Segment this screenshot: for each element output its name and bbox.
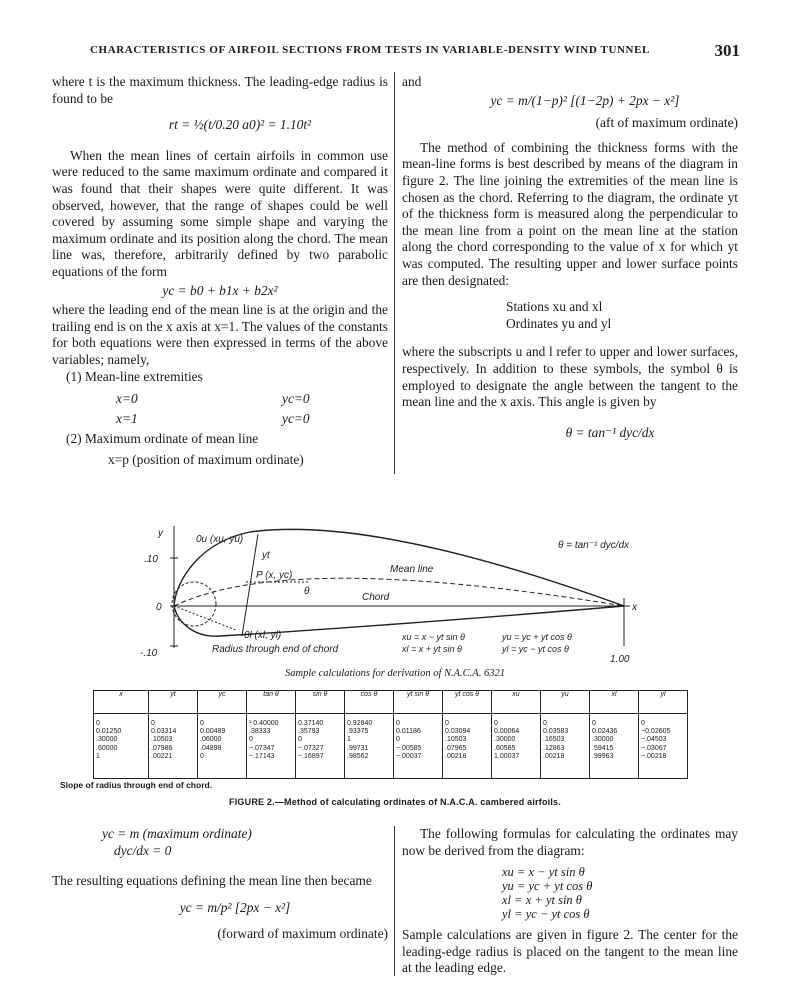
condition: yc=0 (282, 411, 310, 427)
equation-note: (forward of maximum ordinate) (217, 926, 388, 942)
table-cell: ¹ 0.40000 .38333 0 −.07347 −.17143 (247, 714, 296, 779)
ordinates-line: Ordinates yu and yl (506, 315, 612, 331)
table-cell: 0 −0.02605 −.04503 −.03067 −.00218 (639, 714, 688, 779)
lower-point-label: 0l (xl, yl) (244, 630, 282, 641)
formula-yu: yu = yc + yt cos θ (502, 632, 572, 642)
formula: xl = x + yt sin θ (502, 893, 582, 908)
table-row (94, 714, 688, 779)
paragraph: The resulting equations defining the mean line then became (52, 873, 372, 889)
paragraph: where the subscripts u and l refer to upper and lower surfaces, respectively. In addition to these symbols, the symbol θ is employed to designate the angle between the tangent to the mean line and the x axis. This angle is given by (402, 344, 738, 410)
calculations-table (93, 690, 688, 779)
column-header: xu (492, 691, 541, 714)
column-divider (394, 826, 395, 976)
table-cell: 0 0.03583 .16503 .12863 .00218 (541, 714, 590, 779)
column-header: yu (541, 691, 590, 714)
yt-label: yt (262, 550, 270, 561)
condition: x=0 (116, 391, 138, 407)
right-column-bottom (402, 826, 738, 977)
paragraph: When the mean lines of certain airfoils in common use were reduced to the same maximum ordinate and compared it was found that their shapes were quite different. It was observed, however, that the range of shapes could be well covered by assuming some simple shape and varying the maximum ordinate and its position along the chord. The mean line was, therefore, arbitrarily defined by two parabolic equations of the form (52, 147, 388, 279)
running-head: CHARACTERISTICS OF AIRFOIL SECTIONS FROM TESTS IN VARIABLE-DENSITY WIND TUNNEL (90, 44, 650, 56)
equation-mean-line-forward: yc = m/p² [2px − x²] (179, 899, 291, 915)
table-cell: 0.37140 .35793 0 −.07327 −.16897 (296, 714, 345, 779)
formula: yu = yc + yt cos θ (502, 879, 593, 894)
column-divider (394, 72, 395, 474)
radius-line (174, 606, 236, 630)
formula-yl: yl = yc − yt cos θ (502, 644, 569, 654)
paragraph: where t is the maximum thickness. The leading-edge radius is found to be (52, 74, 388, 106)
paragraph: The following formulas for calculating the ordinates may now be derived from the diagram: (402, 826, 738, 858)
column-header: tan θ (247, 691, 296, 714)
list-item: (1) Mean-line extremities (66, 368, 203, 384)
column-header: yt cos θ (443, 691, 492, 714)
table-cell: 0.92840 .93375 1 .99731 .98562 (345, 714, 394, 779)
table-cell: 0 0.02436 .30000 .59415 .99963 (590, 714, 639, 779)
chord-label: Chord (362, 592, 390, 603)
table-cell: 0 0.03314 .10503 .07986 .00221 (149, 714, 198, 779)
formula-xl: xl = x + yt sin θ (402, 644, 462, 654)
column-header: cos θ (345, 691, 394, 714)
tick-label: 0 (156, 602, 162, 613)
upper-point-label: 0u (xu, yu) (196, 534, 244, 545)
formula: xu = x − yt sin θ (502, 865, 585, 880)
column-header: yt sin θ (394, 691, 443, 714)
left-column-top (52, 74, 388, 468)
column-header: yc (198, 691, 247, 714)
tick-label: 1.00 (610, 654, 630, 665)
column-header: sin θ (296, 691, 345, 714)
equation-slope-zero: dyc/dx = 0 (114, 842, 172, 858)
column-header: yt (149, 691, 198, 714)
sample-calculations-title: Sample calculations for derivation of N.A.C.A. 6321 (285, 668, 505, 679)
paragraph: and (402, 74, 422, 89)
paragraph: The method of combining the thickness forms with the mean-line forms is best described by means of the diagram in figure 2. The line joining the extremities of the mean line is chosen as the chord. Referring to the diagram, the ordinate yt of the thickness form is measured along the perpendicular to the mean line from a point on the mean line at the station along the chord corresponding to the value of x for which yt was computed. The resulting upper and lower surface points are then designated: (402, 139, 738, 288)
table-cell: 0 0.00489 .06000 .04898 0 (198, 714, 247, 779)
y-axis-label: y (158, 528, 163, 539)
mean-point-label: P (x, yc) (256, 570, 293, 581)
list-item: (2) Maximum ordinate of mean line (66, 431, 259, 447)
calculations-table-wrapper (93, 690, 688, 779)
condition: x=1 (116, 411, 138, 427)
equation-note: (aft of maximum ordinate) (595, 115, 738, 131)
paragraph: Sample calculations are given in figure 2. The center for the leading-edge radius is placed on the tangent to the mean line at the leading edge. (402, 927, 738, 976)
table-cell: 0 0.01186 0 −.00585 −.00037 (394, 714, 443, 779)
figure-caption: FIGURE 2.—Method of calculating ordinates of N.A.C.A. cambered airfoils. (229, 797, 561, 807)
table-cell: 0 0.00064 .30000 .60585 1.00037 (492, 714, 541, 779)
equation-theta: θ = tan⁻¹ dyc/dx (565, 424, 655, 440)
radius-note: Radius through end of chord (212, 644, 339, 655)
formula: yl = yc − yt cos θ (502, 907, 590, 922)
equation-leading-edge-radius: rt = ½(t/0.20 a0)² = 1.10t² (168, 117, 312, 133)
formula-xu: xu = x − yt sin θ (402, 632, 465, 642)
theta-formula: θ = tan⁻¹ dyc/dx (558, 540, 630, 551)
left-column-bottom (52, 826, 388, 943)
column-header: yl (639, 691, 688, 714)
equation-parabolic-form: yc = b0 + b1x + b2x² (162, 282, 278, 298)
equation-mean-line-aft: yc = m/(1−p)² [(1−2p) + 2px − x²] (490, 92, 680, 108)
extremity-conditions (52, 389, 388, 431)
column-header: x (94, 691, 149, 714)
page-number: 301 (714, 41, 740, 60)
column-header: xl (590, 691, 639, 714)
table-cell: 0 0.03094 .10503 .07965 .00218 (443, 714, 492, 779)
page-header (60, 41, 740, 62)
x-axis-label: x (632, 602, 637, 613)
table-cell: 0 0.01250 .30000 .60000 1 (94, 714, 149, 779)
airfoil-diagram (140, 520, 650, 670)
right-column-top (402, 74, 738, 441)
mean-line-label: Mean line (390, 564, 434, 575)
theta-label: θ (304, 586, 310, 597)
ordinate-formulas (502, 865, 738, 921)
paragraph: where the leading end of the mean line is at the origin and the trailing end is on the x axis at x=1. The values of the constants for both equations were then expressed in terms of the above variables; namely, (52, 302, 388, 367)
table-footnote: Slope of radius through end of chord. (60, 780, 213, 790)
equation-max-ordinate: yc = m (maximum ordinate) (102, 826, 252, 841)
equation-max-position: x=p (position of maximum ordinate) (108, 451, 304, 467)
tick-label: .10 (144, 554, 158, 565)
tick-label: -.10 (140, 648, 158, 659)
condition: yc=0 (282, 391, 310, 407)
stations-line: Stations xu and xl (506, 299, 603, 315)
